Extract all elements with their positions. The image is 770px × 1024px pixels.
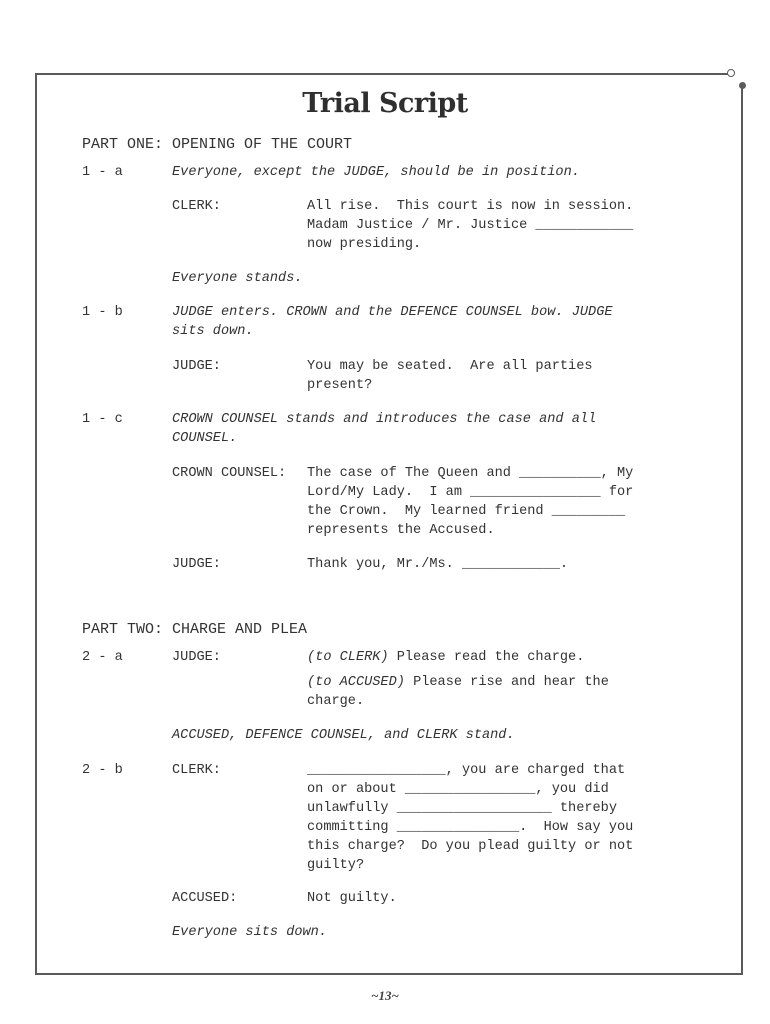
- speaker-label: JUDGE:: [172, 650, 221, 665]
- speaker-label: CROWN COUNSEL:: [172, 466, 287, 481]
- dialogue-line: guilty?: [307, 858, 365, 873]
- dialogue-line: this charge? Do you plead guilty or not: [307, 839, 634, 854]
- dialogue-line: You may be seated. Are all parties: [307, 359, 593, 374]
- dialogue-line: [307, 648, 584, 667]
- page-number: ~13~: [371, 988, 399, 1003]
- speaker-label: JUDGE:: [172, 359, 221, 374]
- stage-direction-inline: (to CLERK): [307, 650, 389, 665]
- dialogue-line: committing _______________. How say you: [307, 820, 634, 835]
- stage-direction: sits down.: [172, 324, 254, 339]
- step-number: 2 - b: [82, 763, 123, 778]
- speaker-label: CLERK:: [172, 763, 221, 778]
- step-number: 1 - a: [82, 165, 123, 180]
- stage-direction: CROWN COUNSEL stands and introduces the case and all: [172, 412, 597, 427]
- stage-direction: COUNSEL.: [172, 431, 238, 446]
- section-heading-part-two: PART TWO: CHARGE AND PLEA: [82, 621, 308, 638]
- stage-direction-inline: (to ACCUSED): [307, 675, 405, 690]
- dialogue-line: Not guilty.: [307, 891, 397, 906]
- dialogue-text: Please rise and hear the: [404, 675, 609, 690]
- dialogue-line: represents the Accused.: [307, 523, 495, 538]
- dialogue-line: on or about ________________, you did: [307, 782, 609, 797]
- dialogue-line: All rise. This court is now in session.: [307, 199, 634, 214]
- stage-direction: Everyone, except the JUDGE, should be in position.: [172, 165, 580, 180]
- stage-direction: JUDGE enters. CROWN and the DEFENCE COUNSEL bow. JUDGE: [172, 305, 613, 320]
- dialogue-line: _________________, you are charged that: [307, 763, 626, 778]
- dialogue-line: charge.: [307, 694, 365, 709]
- step-number: 2 - a: [82, 650, 123, 665]
- dialogue-line: present?: [307, 378, 373, 393]
- step-number: 1 - c: [82, 412, 123, 427]
- dialogue-text: Please read the charge.: [388, 650, 585, 665]
- dialogue-line: unlawfully ___________________ thereby: [307, 801, 617, 816]
- dialogue-line: now presiding.: [307, 237, 422, 252]
- section-heading-part-one: PART ONE: OPENING OF THE COURT: [82, 136, 353, 153]
- speaker-label: ACCUSED:: [172, 891, 238, 906]
- step-number: 1 - b: [82, 305, 123, 320]
- border-ornament-ring: [727, 69, 735, 77]
- page-title: Trial Script: [302, 88, 468, 119]
- speaker-label: JUDGE:: [172, 557, 221, 572]
- stage-direction: Everyone sits down.: [172, 925, 327, 940]
- speaker-label: CLERK:: [172, 199, 221, 214]
- dialogue-line: Madam Justice / Mr. Justice ____________: [307, 218, 634, 233]
- dialogue-line: [307, 673, 609, 692]
- dialogue-line: The case of The Queen and __________, My: [307, 466, 634, 481]
- stage-direction: Everyone stands.: [172, 271, 303, 286]
- dialogue-line: Thank you, Mr./Ms. ____________.: [307, 557, 569, 572]
- stage-direction: ACCUSED, DEFENCE COUNSEL, and CLERK stand.: [172, 728, 515, 743]
- dialogue-line: Lord/My Lady. I am ________________ for: [307, 485, 634, 500]
- dialogue-line: the Crown. My learned friend _________: [307, 504, 626, 519]
